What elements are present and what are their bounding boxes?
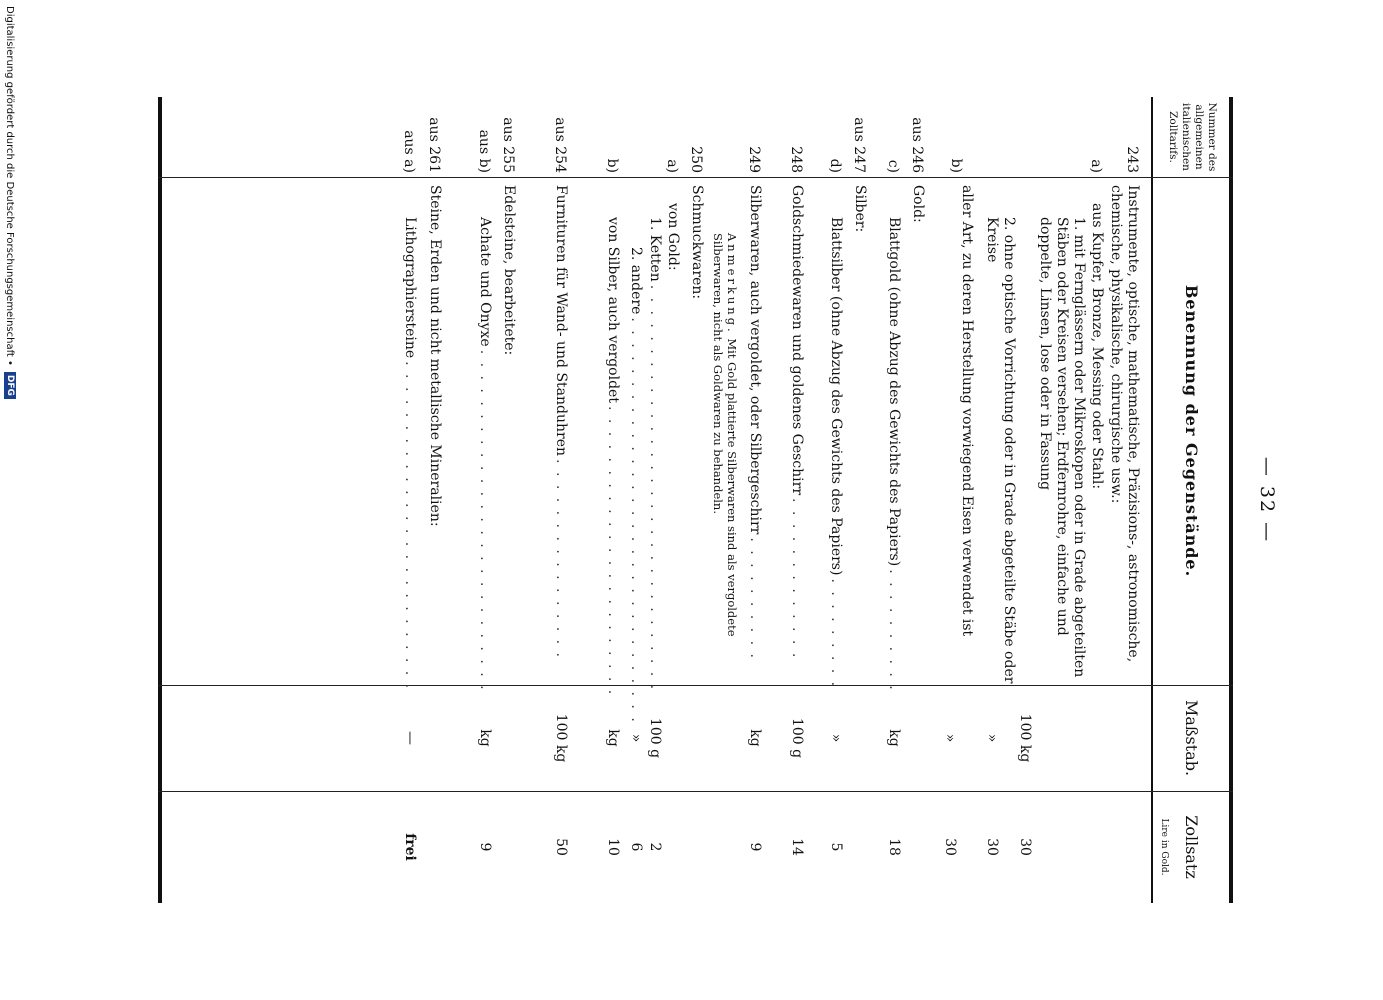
item-description: von Silber, auch vergoldet . . . bbox=[604, 185, 621, 695]
dfg-logo: DFG bbox=[4, 372, 16, 399]
item-description: Instrumente, optische, mathematische, Präzisions-, astronomische, chemische, physikalische, chirurgische usw.: bbox=[1108, 185, 1141, 663]
unit: 100 g bbox=[789, 717, 805, 759]
table-top-rule bbox=[1229, 97, 1233, 903]
tariff-number: aus 246 bbox=[909, 117, 925, 173]
unit: » bbox=[984, 733, 1000, 743]
tariff-number: a) bbox=[664, 159, 680, 173]
duty: frei bbox=[402, 833, 418, 861]
unit: 100 g bbox=[647, 717, 663, 759]
unit: kg bbox=[886, 729, 902, 747]
annotation-note bbox=[711, 185, 739, 711]
tariff-number: aus 261 bbox=[426, 117, 442, 173]
duty: 30 bbox=[942, 838, 958, 856]
digitization-credit bbox=[0, 0, 20, 1000]
tariff-number: aus a) bbox=[401, 130, 417, 173]
item-description: Blattgold (ohne Abzug des Gewichts des Papiers) . . . bbox=[885, 185, 902, 695]
item-description: Goldschmiedewaren und goldenes Geschirr . . . bbox=[788, 185, 805, 663]
annotation-label: Anmerkung. bbox=[725, 233, 739, 335]
tariff-number: aus 247 bbox=[851, 117, 867, 173]
annotation-text: Mit Gold plattierte Silberwaren sind als vergoldete Silberwaren, nicht als Goldwaren zu behandeln. bbox=[711, 233, 739, 637]
item-description: aller Art, zu deren Herstellung vorwiegend Eisen verwendet ist bbox=[959, 185, 975, 637]
duty: 2 bbox=[647, 842, 663, 852]
table-bottom-rule bbox=[158, 97, 162, 903]
item-description: Gold: bbox=[910, 185, 926, 223]
page-number: — 32 — bbox=[1256, 456, 1278, 544]
duty: 10 bbox=[605, 838, 621, 856]
unit: » bbox=[628, 733, 644, 743]
tariff-number: a) bbox=[1088, 159, 1104, 173]
item-description: Schmuckwaren: bbox=[689, 185, 705, 300]
header-description: Benennung der Gegenstände. bbox=[1182, 284, 1202, 578]
column-divider bbox=[158, 177, 1233, 178]
duty: 50 bbox=[553, 838, 569, 856]
duty: 14 bbox=[789, 838, 805, 856]
tariff-number: 249 bbox=[746, 146, 762, 173]
duty: 9 bbox=[477, 842, 493, 852]
unit: » bbox=[942, 733, 958, 743]
tariff-number: 250 bbox=[688, 146, 704, 173]
unit: kg bbox=[605, 729, 621, 747]
tariff-number: aus b) bbox=[476, 129, 492, 173]
tariff-number: 248 bbox=[788, 146, 804, 173]
item-description: Blattsilber (ohne Abzug des Gewichts des Papiers) . . . bbox=[827, 185, 844, 695]
item-description: von Gold: bbox=[665, 203, 681, 271]
header-duty-currency: Lire in Gold. bbox=[1159, 818, 1169, 876]
tariff-number: 243 bbox=[1124, 146, 1140, 173]
unit: — bbox=[402, 731, 418, 745]
unit: » bbox=[828, 733, 844, 743]
header-duty-label: Zollsatz bbox=[1182, 815, 1202, 879]
tariff-table bbox=[158, 97, 1233, 903]
unit: kg bbox=[747, 729, 763, 747]
duty: 9 bbox=[747, 842, 763, 852]
item-description: Silber: bbox=[852, 185, 868, 233]
item-description: Furnituren für Wand- und Standuhren . . . bbox=[552, 185, 569, 663]
unit: kg bbox=[477, 729, 493, 747]
tariff-number: b) bbox=[604, 158, 620, 173]
header-rule bbox=[1151, 97, 1153, 903]
unit: 100 kg bbox=[553, 713, 569, 763]
duty: 18 bbox=[886, 838, 902, 856]
duty: 6 bbox=[628, 842, 644, 852]
item-description: Steine, Erden und nicht metallische Mineralien: bbox=[427, 185, 443, 527]
item-description: Lithographiersteine . . . bbox=[401, 185, 418, 695]
tariff-number: aus 255 bbox=[500, 117, 516, 173]
header-tariff-number: Nummer des allgemeinen italienischen Zolltarifs. bbox=[1167, 102, 1218, 172]
duty: 30 bbox=[984, 838, 1000, 856]
header-duty bbox=[1157, 791, 1227, 903]
item-description: aus Kupfer, Bronze, Messing oder Stahl: bbox=[1089, 203, 1105, 490]
item-description: 2. andere . . . bbox=[627, 185, 644, 725]
item-description: 1. mit Fernglässern oder Mikroskopen oder in Grade abgeteilten Stäben oder Kreisen versehen; Erdfernrohre, einfache und doppelte, Linsen, lose oder in Fassung bbox=[1037, 217, 1087, 678]
item-description: Edelsteine, bearbeitete: bbox=[501, 185, 517, 356]
credit-text: Digitalisierung gefördert durch die Deutsche Forschungsgemeinschaft • bbox=[4, 6, 16, 366]
duty: 5 bbox=[828, 842, 844, 852]
item-description: Achate und Onyxe . . . bbox=[476, 185, 493, 695]
tariff-number: d) bbox=[827, 158, 843, 173]
unit: 100 kg bbox=[1017, 713, 1033, 763]
column-divider bbox=[158, 791, 1233, 792]
item-description: 1. Ketten . . . bbox=[646, 185, 663, 695]
item-description: Silberwaren, auch vergoldet, oder Silbergeschirr . . . bbox=[746, 185, 763, 663]
tariff-number: b) bbox=[948, 158, 964, 173]
item-description: 2. ohne optische Vorrichtung oder in Grade abgeteilte Stäbe oder Kreise bbox=[984, 217, 1017, 684]
duty: 30 bbox=[1017, 838, 1033, 856]
tariff-number: c) bbox=[885, 159, 901, 173]
header-unit: Maßstab. bbox=[1182, 699, 1202, 777]
tariff-number: aus 254 bbox=[552, 117, 568, 173]
